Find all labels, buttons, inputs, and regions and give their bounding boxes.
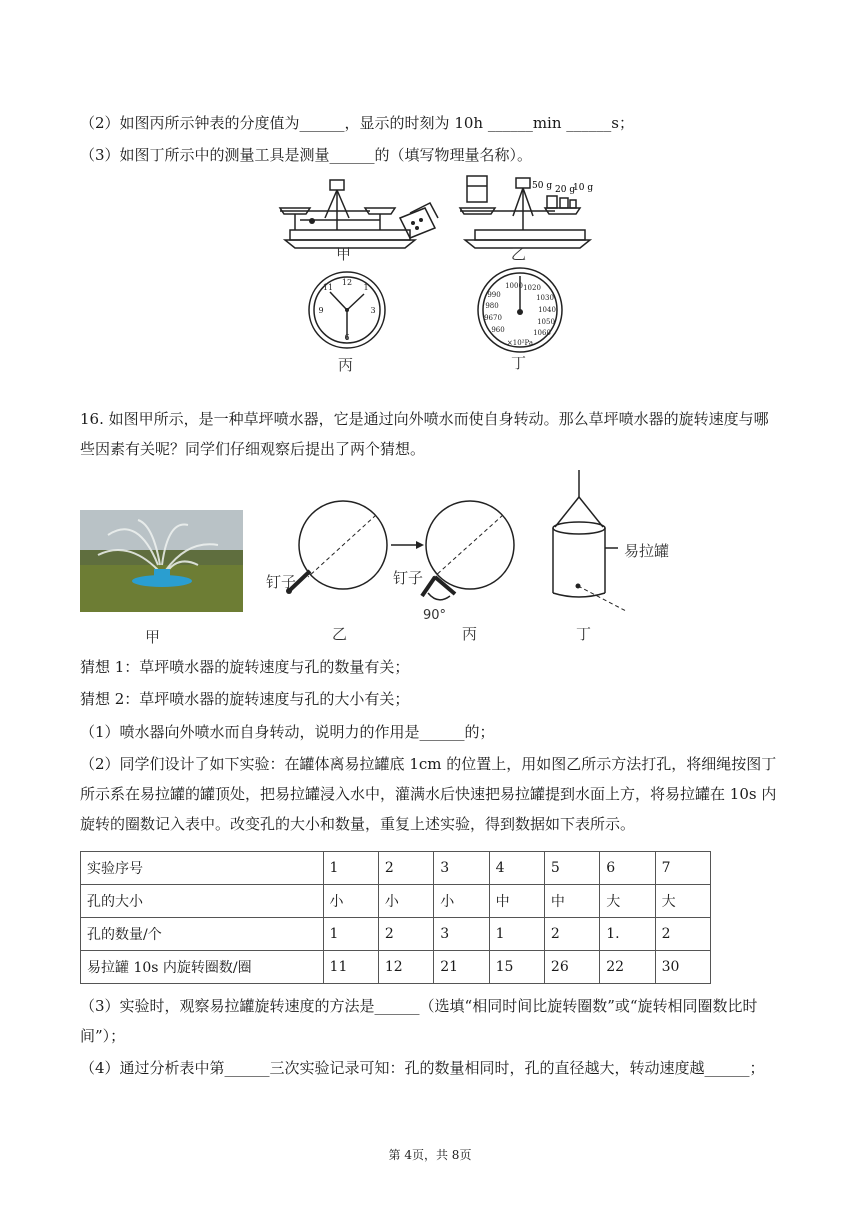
svg-text:12: 12 <box>341 278 353 287</box>
q16-part1: （1）喷水器向外喷水而自身转动，说明力的作用是______的； <box>80 723 495 741</box>
weight-label-50g: 50 g <box>532 181 553 191</box>
experiment-table <box>80 851 711 984</box>
table-cell: 5 <box>544 852 599 885</box>
row-header: 实验序号 <box>81 852 324 885</box>
balance-yi <box>460 176 593 248</box>
angle-label: 90° <box>423 608 447 623</box>
table-cell: 大 <box>655 885 710 918</box>
table-row <box>81 885 711 918</box>
page-footer: 第 4页，共 8页 <box>388 1148 472 1162</box>
svg-text:3: 3 <box>370 306 376 315</box>
table-cell: 1 <box>323 918 378 951</box>
q16-part3: （3）实验时，观察易拉罐旋转速度的方法是______（选填“相同时间比旋转圈数”或“旋转相同圈数比时间”）； <box>80 997 758 1045</box>
weight-label-10g: 10 g <box>573 183 594 193</box>
table-cell: 大 <box>600 885 655 918</box>
table-cell: 1. <box>600 918 655 951</box>
table-cell: 11 <box>323 951 378 984</box>
row-header: 孔的大小 <box>81 885 324 918</box>
q16-intro: 16. 如图甲所示，是一种草坪喷水器，它是通过向外喷水而使自身转动。那么草坪喷水器的旋转速度与哪些因素有关呢？同学们仔细观察后提出了两个猜想。 <box>80 410 769 458</box>
barometer-ding <box>478 268 562 352</box>
table-cell: 2 <box>378 852 433 885</box>
gauge-tick-960: 960 <box>491 326 505 334</box>
figure2-caption-jia: 甲 <box>145 628 161 646</box>
table-cell: 4 <box>489 852 544 885</box>
table-cell: 1 <box>489 918 544 951</box>
q15-part3: （3）如图丁所示中的测量工具是测量______的（填写物理量名称）。 <box>80 146 533 164</box>
table-cell: 22 <box>600 951 655 984</box>
gauge-tick-1060: 1060 <box>533 329 551 337</box>
gauge-tick-1000: 1000 <box>505 282 523 290</box>
gauge-tick-1030: 1030 <box>536 294 554 302</box>
gauge-tick-990: 990 <box>487 291 501 299</box>
sprinkler-photo <box>80 510 243 612</box>
clock-bing <box>309 272 385 348</box>
table-cell: 中 <box>544 885 599 918</box>
figure2-caption-bing: 丙 <box>462 625 478 643</box>
table-cell: 2 <box>655 918 710 951</box>
figure1-caption-ding: 丁 <box>511 354 527 372</box>
gauge-tick-980: 980 <box>485 302 499 310</box>
figure2-caption-yi: 乙 <box>332 625 348 643</box>
table-cell: 6 <box>600 852 655 885</box>
can-label: 易拉罐 <box>624 542 670 560</box>
figure1-caption-bing: 丙 <box>338 356 354 374</box>
can-top-view-yi <box>286 501 387 594</box>
figure-measuring-tools <box>270 168 600 378</box>
table-cell: 30 <box>655 951 710 984</box>
svg-text:1: 1 <box>363 283 369 292</box>
table-cell: 3 <box>434 852 489 885</box>
row-header: 孔的数量/个 <box>81 918 324 951</box>
table-cell: 12 <box>378 951 433 984</box>
table-cell: 1 <box>323 852 378 885</box>
nail-label-yi: 钉子 <box>266 573 297 591</box>
row-header: 易拉罐 10s 内旋转圈数/圈 <box>81 951 324 984</box>
can-top-view-bing <box>422 501 514 600</box>
table-cell: 小 <box>378 885 433 918</box>
table-cell: 21 <box>434 951 489 984</box>
q15-part2: （2）如图丙所示钟表的分度值为______，显示的时刻为 10h ______min ______s； <box>80 114 634 132</box>
gauge-tick-1020: 1020 <box>523 284 541 292</box>
can-side-view-ding <box>553 470 626 611</box>
svg-text:9: 9 <box>318 306 324 315</box>
svg-text:11: 11 <box>322 283 334 292</box>
gauge-unit: ×10²Pa <box>506 339 534 347</box>
weight-label-20g: 20 g <box>555 185 576 195</box>
q16-part4: （4）通过分析表中第______三次实验记录可知：孔的数量相同时，孔的直径越大，转动速度越______； <box>80 1059 765 1077</box>
gauge-tick-9670: 9670 <box>484 314 502 322</box>
table-row <box>81 951 711 984</box>
guess-1: 猜想 1：草坪喷水器的旋转速度与孔的数量有关； <box>80 658 410 676</box>
table-cell: 小 <box>323 885 378 918</box>
table-cell: 26 <box>544 951 599 984</box>
balance-jia <box>280 180 438 248</box>
table-cell: 3 <box>434 918 489 951</box>
figure2-caption-ding: 丁 <box>576 625 592 643</box>
nail-label-bing: 钉子 <box>393 569 424 587</box>
table-cell: 中 <box>489 885 544 918</box>
table-cell: 7 <box>655 852 710 885</box>
svg-text:6: 6 <box>344 333 350 342</box>
table-row <box>81 918 711 951</box>
table-cell: 2 <box>378 918 433 951</box>
gauge-tick-1050: 1050 <box>537 318 555 326</box>
q16-part2: （2）同学们设计了如下实验：在罐体离易拉罐底 1cm 的位置上，用如图乙所示方法打孔，将细绳按图丁所示系在易拉罐的罐顶处，把易拉罐浸入水中，灌满水后快速把易拉罐提到水面上方，将易拉罐在 10s 内旋转的圈数记入表中。改变孔的大小和数量，重复上述实验，得到数据如下表所示。 <box>80 755 777 833</box>
table-cell: 2 <box>544 918 599 951</box>
table-row <box>81 852 711 885</box>
table-cell: 15 <box>489 951 544 984</box>
table-cell: 小 <box>434 885 489 918</box>
figure-sprinkler-experiment <box>78 465 658 640</box>
gauge-tick-1040: 1040 <box>538 306 556 314</box>
figure1-caption-yi: 乙 <box>511 245 527 263</box>
figure1-caption-jia: 甲 <box>336 245 352 263</box>
guess-2: 猜想 2：草坪喷水器的旋转速度与孔的大小有关； <box>80 690 410 708</box>
